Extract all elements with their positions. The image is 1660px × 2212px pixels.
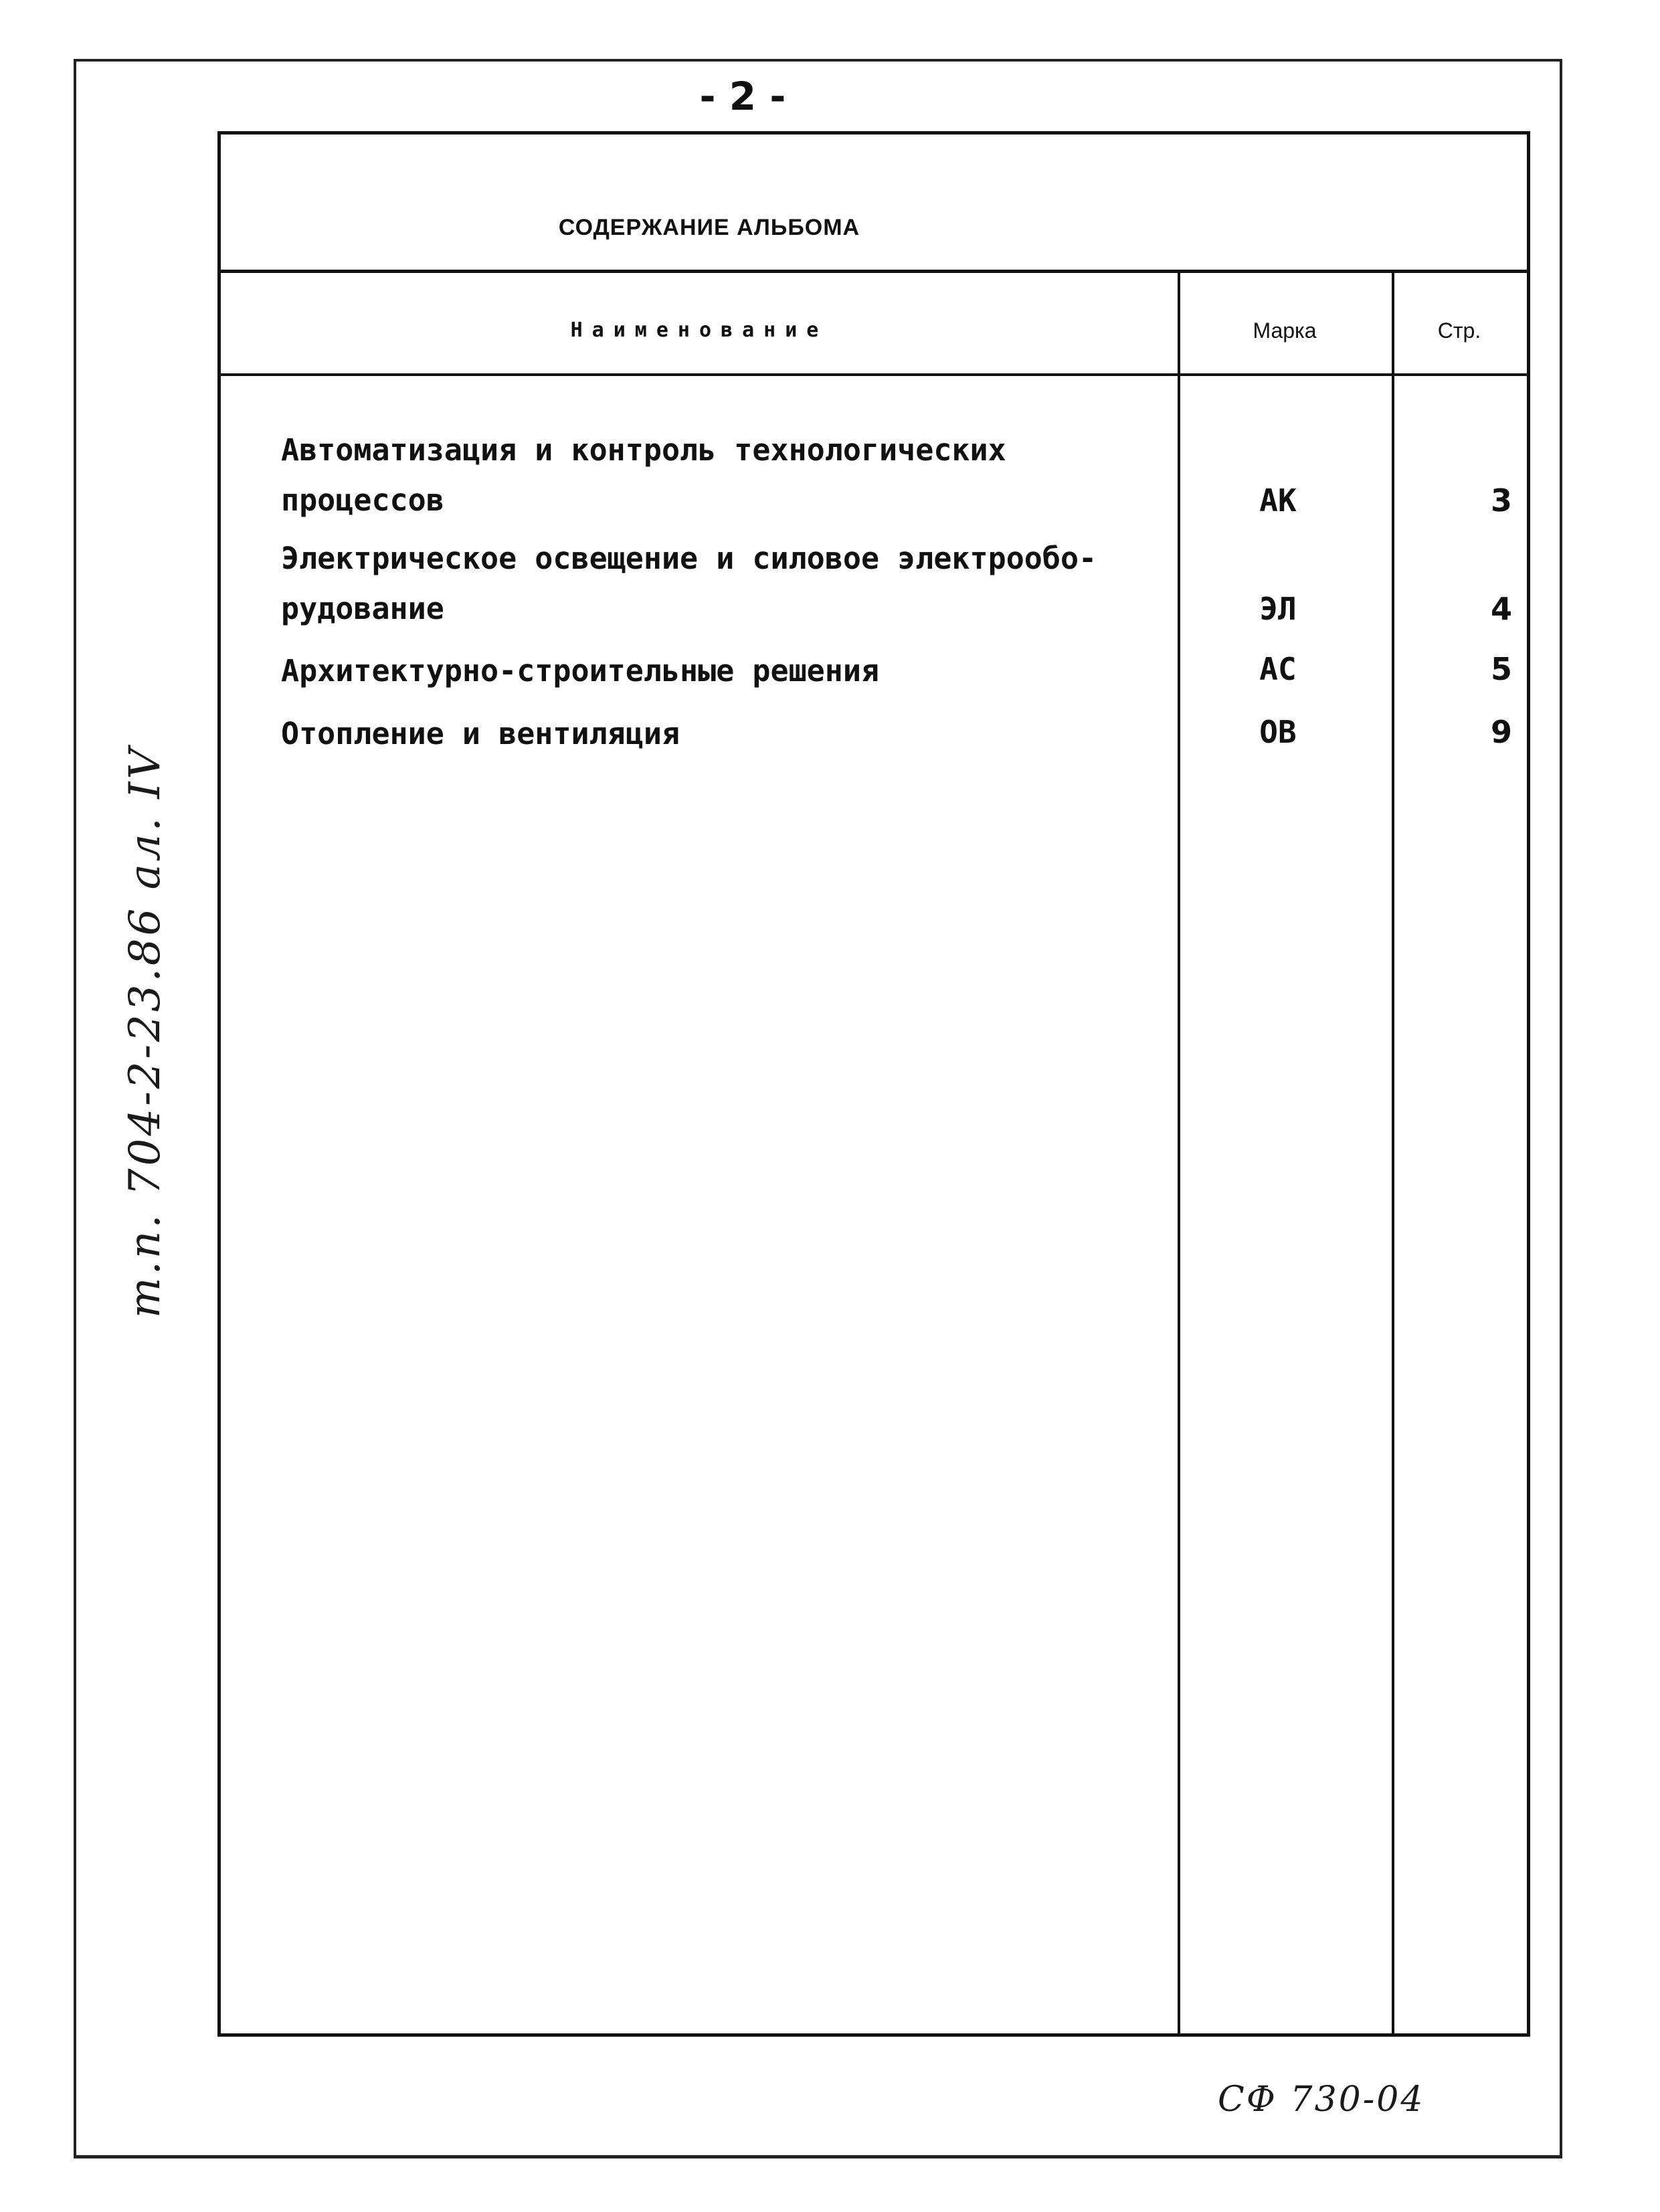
column-divider: [1178, 273, 1180, 2033]
header-page: Стр.: [1437, 318, 1481, 343]
row-name: Отопление и вентиляция: [281, 716, 680, 751]
album-title: СОДЕРЖАНИЕ АЛЬБОМА: [558, 215, 860, 240]
row-name: Электрическое освещение и силовое электрообо- рудование: [281, 541, 1097, 626]
table-row: [221, 425, 1527, 519]
row-mark: ОВ: [1259, 714, 1297, 750]
row-page: 4: [1490, 591, 1512, 627]
row-mark: АС: [1259, 651, 1297, 687]
title-band: [221, 134, 1527, 273]
document-code: СФ 730-04: [1218, 2080, 1425, 2120]
header-mark: Марка: [1253, 318, 1317, 343]
row-page: 5: [1490, 651, 1512, 687]
row-name: Архитектурно-строительные решения: [281, 653, 880, 688]
column-divider: [1392, 273, 1394, 2033]
row-page: 3: [1490, 482, 1512, 519]
header-name: Наименование: [570, 318, 828, 342]
margin-note: т.п. 704-2-23.86 ал. IV: [120, 745, 170, 1318]
row-mark: АК: [1259, 482, 1297, 519]
contents-table: [217, 131, 1530, 2037]
table-row: [221, 533, 1527, 627]
row-mark: ЭЛ: [1259, 591, 1297, 627]
page-number: - 2 -: [699, 74, 786, 119]
row-page: 9: [1490, 714, 1512, 750]
row-name: Автоматизация и контроль технологических процессов: [281, 432, 1006, 518]
